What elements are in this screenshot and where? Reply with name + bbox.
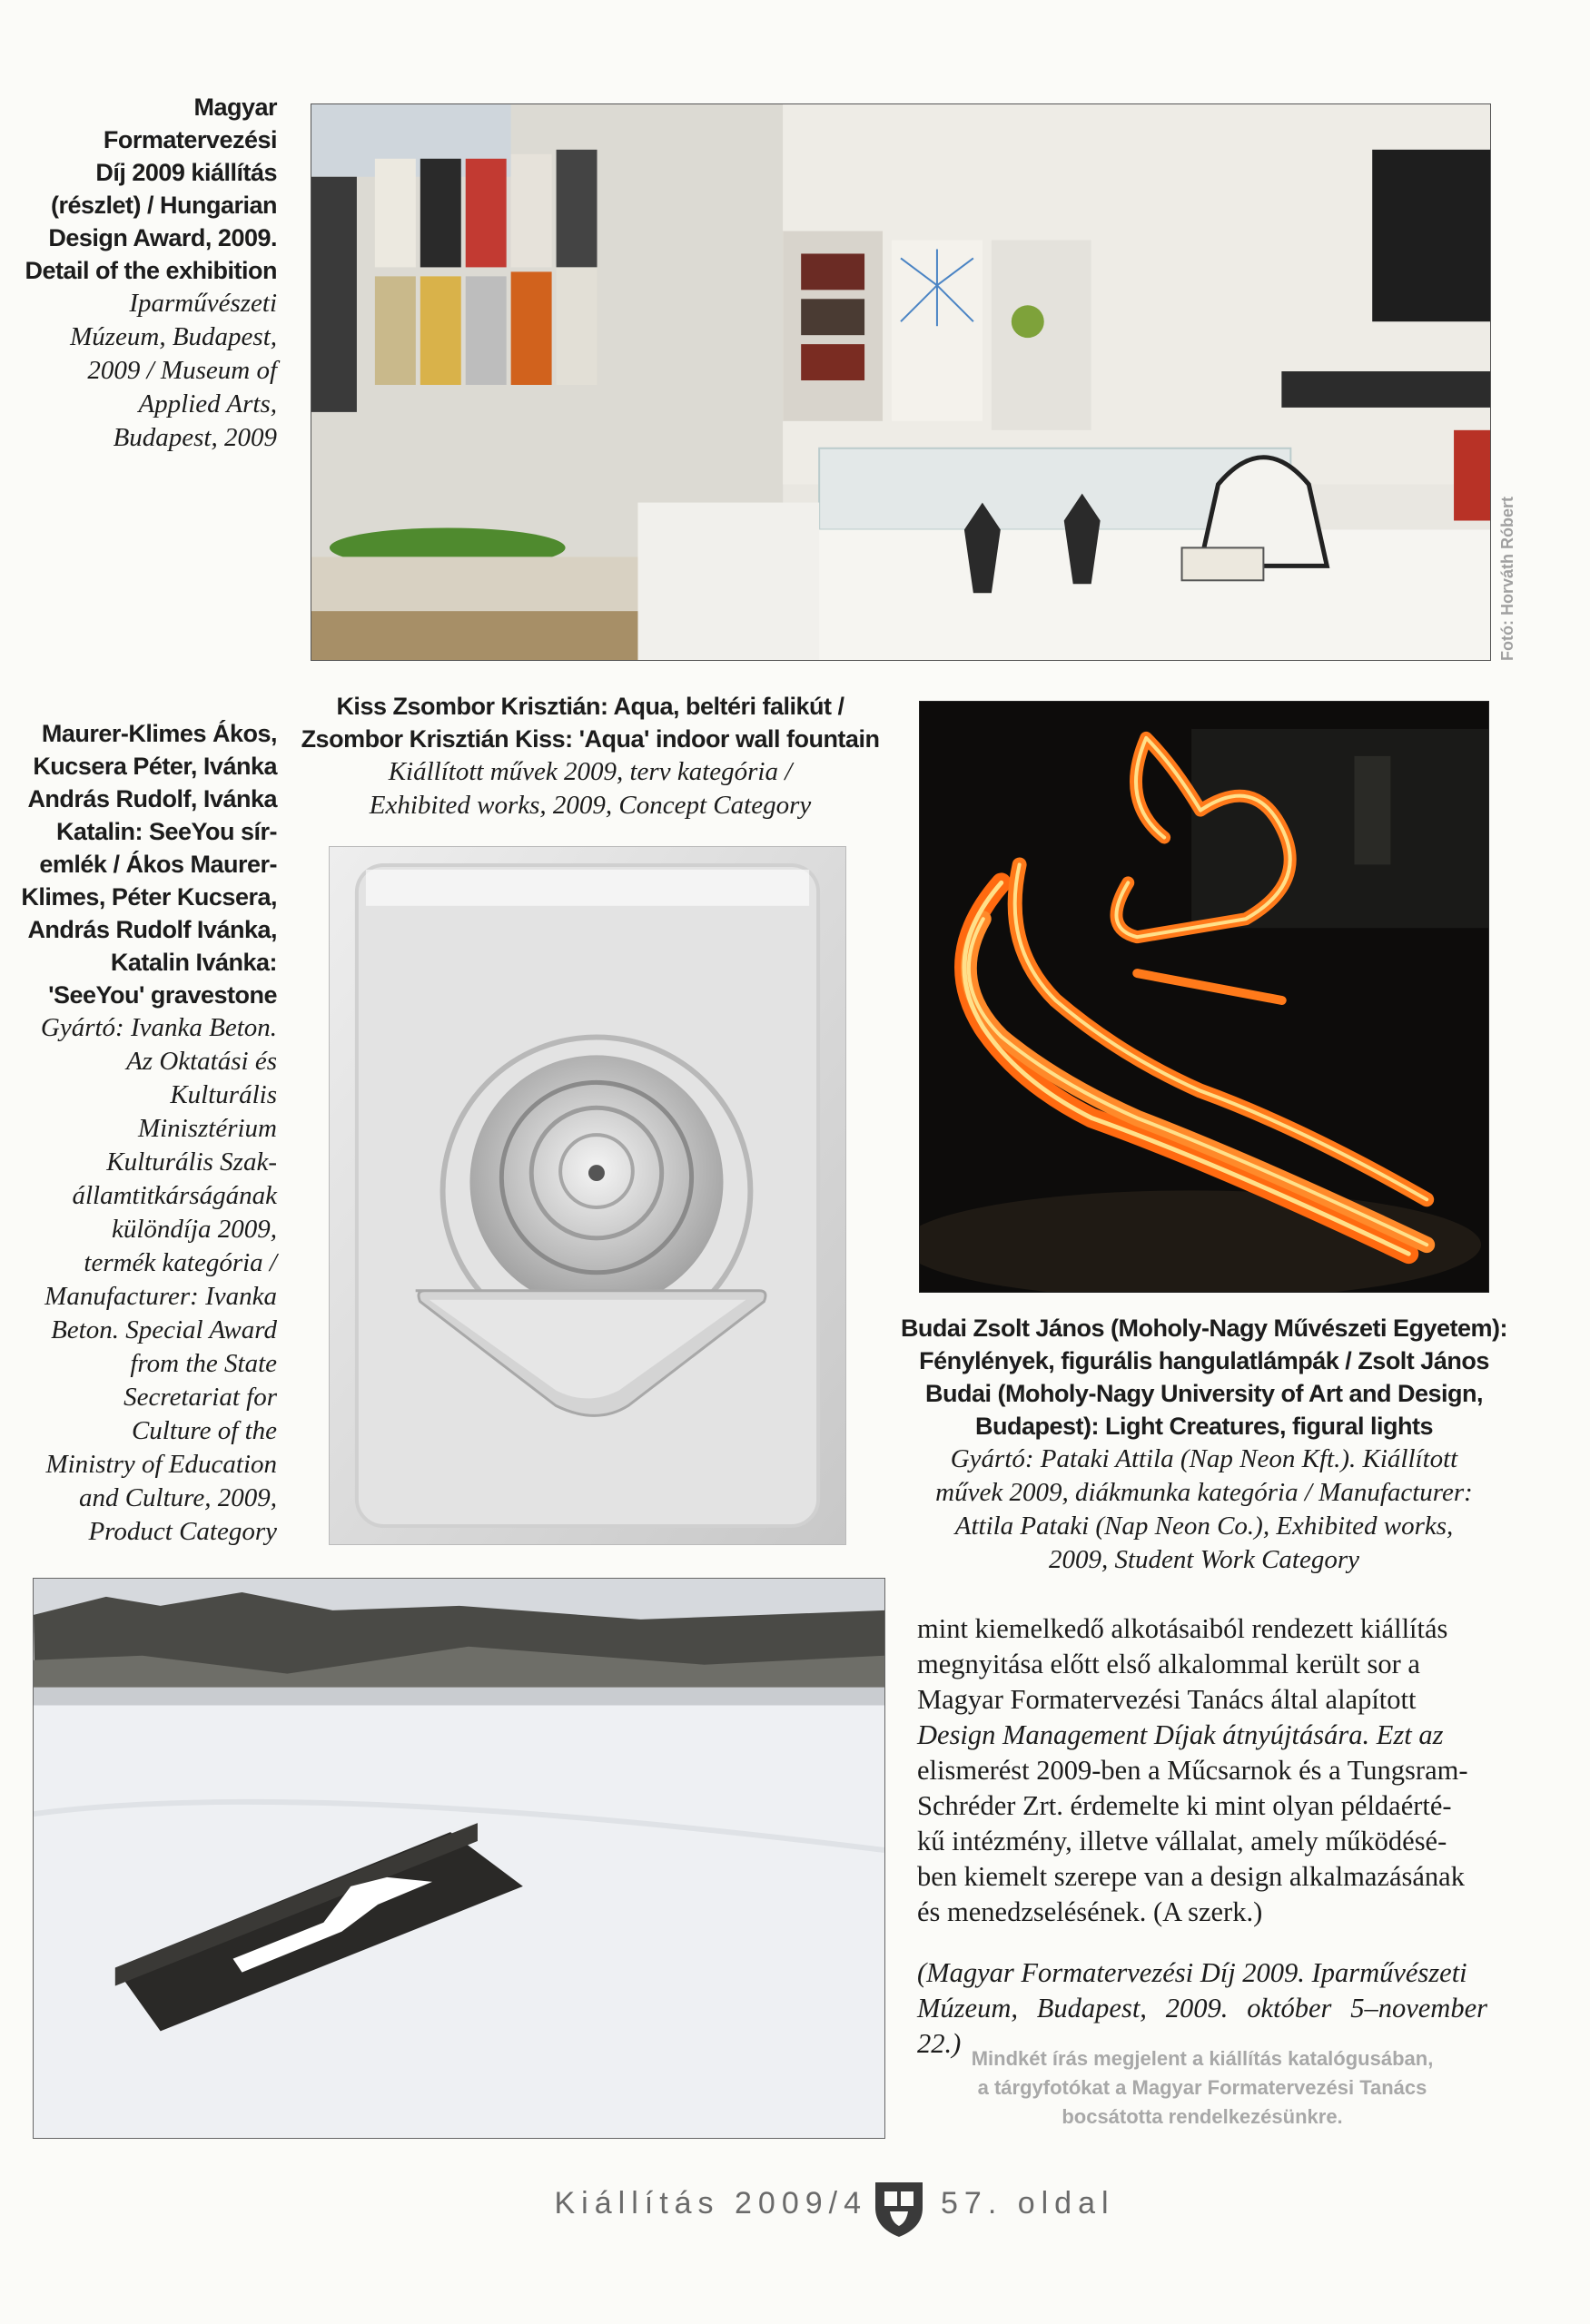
caption-line: Kulturális bbox=[170, 1080, 277, 1109]
caption-line: Magyar Formatervezési bbox=[103, 94, 277, 153]
caption-aqua-italic bbox=[300, 755, 881, 822]
caption-aqua-bold bbox=[300, 690, 881, 755]
caption-line: Gyártó: Ivanka Beton. bbox=[40, 1013, 277, 1042]
caption-seeyou bbox=[18, 717, 277, 1549]
caption-line: Design Award, 2009. bbox=[48, 224, 277, 251]
caption-seeyou-bold bbox=[18, 717, 277, 1011]
photo-credit: Fotó: Horváth Róbert bbox=[1498, 497, 1516, 661]
exhibition-photo bbox=[311, 103, 1491, 661]
neon-light-photo bbox=[919, 701, 1489, 1293]
catalogue-note bbox=[917, 2044, 1487, 2132]
caption-light bbox=[897, 1312, 1511, 1577]
reference-line: Múzeum, Budapest, 2009. október 5–november 22.) bbox=[917, 1993, 1487, 2059]
caption-line: Exhibited works, 2009, Concept Category bbox=[369, 791, 812, 820]
caption-seeyou-italic bbox=[18, 1011, 277, 1549]
caption-line: különdíja 2009, bbox=[111, 1215, 277, 1244]
body-line: ben kiemelt szerepe van a design alkalmazásának bbox=[917, 1861, 1465, 1892]
note-line: Mindkét írás megjelent a kiállítás katalógusában, bbox=[971, 2047, 1434, 2070]
note-line: a tárgyfotókat a Magyar Formatervezési Tanács bbox=[977, 2076, 1427, 2099]
caption-line: Budai (Moholy-Nagy University of Art and Design, bbox=[924, 1380, 1484, 1407]
caption-line: 2009 / Museum of bbox=[87, 356, 277, 385]
caption-line: Budai Zsolt János (Moholy-Nagy Művészeti Egyetem): bbox=[900, 1315, 1508, 1342]
caption-line: emlék / Ákos Maurer- bbox=[39, 851, 277, 878]
caption-line: Múzeum, Budapest, bbox=[70, 322, 277, 351]
caption-line: Kulturális Szak- bbox=[106, 1147, 277, 1177]
caption-line: művek 2009, diákmunka kategória / Manufacturer: bbox=[935, 1478, 1473, 1507]
body-line: elismerést 2009-ben a Műcsarnok és a Tungsram- bbox=[917, 1755, 1468, 1786]
aqua-fountain-photo bbox=[329, 846, 846, 1545]
caption-exhibition-bold bbox=[18, 91, 277, 287]
caption-line: államtitkárságának bbox=[72, 1181, 277, 1210]
caption-line: 2009, Student Work Category bbox=[1048, 1545, 1360, 1574]
caption-line: Maurer-Klimes Ákos, bbox=[41, 720, 277, 747]
caption-line: Katalin Ivánka: bbox=[110, 949, 277, 976]
body-line: Design Management Díjak átnyújtására. Ezt az bbox=[917, 1719, 1444, 1750]
caption-line: Zsombor Krisztián Kiss: 'Aqua' indoor wall fountain bbox=[301, 725, 880, 753]
body-text bbox=[917, 1611, 1487, 2062]
caption-line: and Culture, 2009, bbox=[78, 1483, 277, 1512]
caption-line: Ministry of Education bbox=[45, 1450, 277, 1479]
caption-line: (részlet) / Hungarian bbox=[50, 192, 277, 219]
caption-aqua bbox=[300, 690, 881, 822]
caption-line: Díj 2009 kiállítás bbox=[95, 159, 277, 186]
body-line: mint kiemelkedő alkotásaiból rendezett kiállítás bbox=[917, 1613, 1448, 1644]
body-line: Magyar Formatervezési Tanács által alapított bbox=[917, 1684, 1417, 1715]
caption-line: Manufacturer: Ivanka bbox=[44, 1282, 277, 1311]
caption-line: Fénylények, figurális hangulatlámpák / Zsolt János bbox=[919, 1347, 1489, 1374]
caption-line: Applied Arts, bbox=[138, 389, 277, 419]
gravestone-photo bbox=[33, 1578, 885, 2139]
caption-exhibition-italic bbox=[18, 287, 277, 455]
caption-line: Product Category bbox=[88, 1517, 277, 1546]
caption-light-italic bbox=[897, 1443, 1511, 1577]
body-line: kű intézmény, illetve vállalat, amely működésé- bbox=[917, 1826, 1447, 1856]
caption-line: Beton. Special Award bbox=[51, 1315, 277, 1344]
body-line: megnyitása előtt első alkalommal került sor a bbox=[917, 1649, 1420, 1679]
caption-exhibition bbox=[18, 91, 277, 455]
caption-line: Kucsera Péter, Ivánka bbox=[33, 753, 277, 780]
caption-light-bold bbox=[897, 1312, 1511, 1443]
shield-logo-icon bbox=[872, 2179, 926, 2239]
caption-line: termék kategória / bbox=[84, 1248, 277, 1277]
caption-line: Klimes, Péter Kucsera, bbox=[21, 883, 277, 911]
caption-line: Budapest): Light Creatures, figural lights bbox=[974, 1413, 1434, 1440]
caption-line: from the State bbox=[130, 1349, 277, 1378]
caption-line: Attila Pataki (Nap Neon Co.), Exhibited works, bbox=[954, 1512, 1454, 1541]
caption-line: András Rudolf, Ivánka bbox=[27, 785, 277, 812]
caption-line: Kiss Zsombor Krisztián: Aqua, beltéri falikút / bbox=[336, 693, 844, 720]
caption-line: Gyártó: Pataki Attila (Nap Neon Kft.). Kiállított bbox=[950, 1444, 1458, 1473]
caption-line: Az Oktatási és bbox=[126, 1047, 277, 1076]
caption-line: Kiállított művek 2009, terv kategória / bbox=[388, 757, 793, 786]
caption-line: Budapest, 2009 bbox=[113, 423, 277, 452]
caption-line: Minisztérium bbox=[137, 1114, 277, 1143]
body-line: Schréder Zrt. érdemelte ki mint olyan példaérté- bbox=[917, 1790, 1452, 1821]
caption-line: Secretariat for bbox=[123, 1383, 277, 1412]
caption-line: Culture of the bbox=[131, 1416, 277, 1445]
footer bbox=[0, 2179, 1590, 2233]
reference-line: (Magyar Formatervezési Díj 2009. Iparművészeti bbox=[917, 1957, 1467, 1988]
body-line: és menedzselésének. (A szerk.) bbox=[917, 1896, 1263, 1927]
note-line: bocsátotta rendelkezésünkre. bbox=[1062, 2105, 1343, 2128]
caption-line: András Rudolf Ivánka, bbox=[27, 916, 277, 943]
footer-page: 57. oldal bbox=[941, 2186, 1115, 2221]
footer-magazine: Kiállítás 2009/4 bbox=[554, 2186, 867, 2221]
caption-line: Detail of the exhibition bbox=[25, 257, 277, 284]
caption-line: 'SeeYou' gravestone bbox=[48, 981, 277, 1009]
caption-line: Iparművészeti bbox=[129, 289, 277, 318]
caption-line: Katalin: SeeYou sír- bbox=[55, 818, 277, 845]
